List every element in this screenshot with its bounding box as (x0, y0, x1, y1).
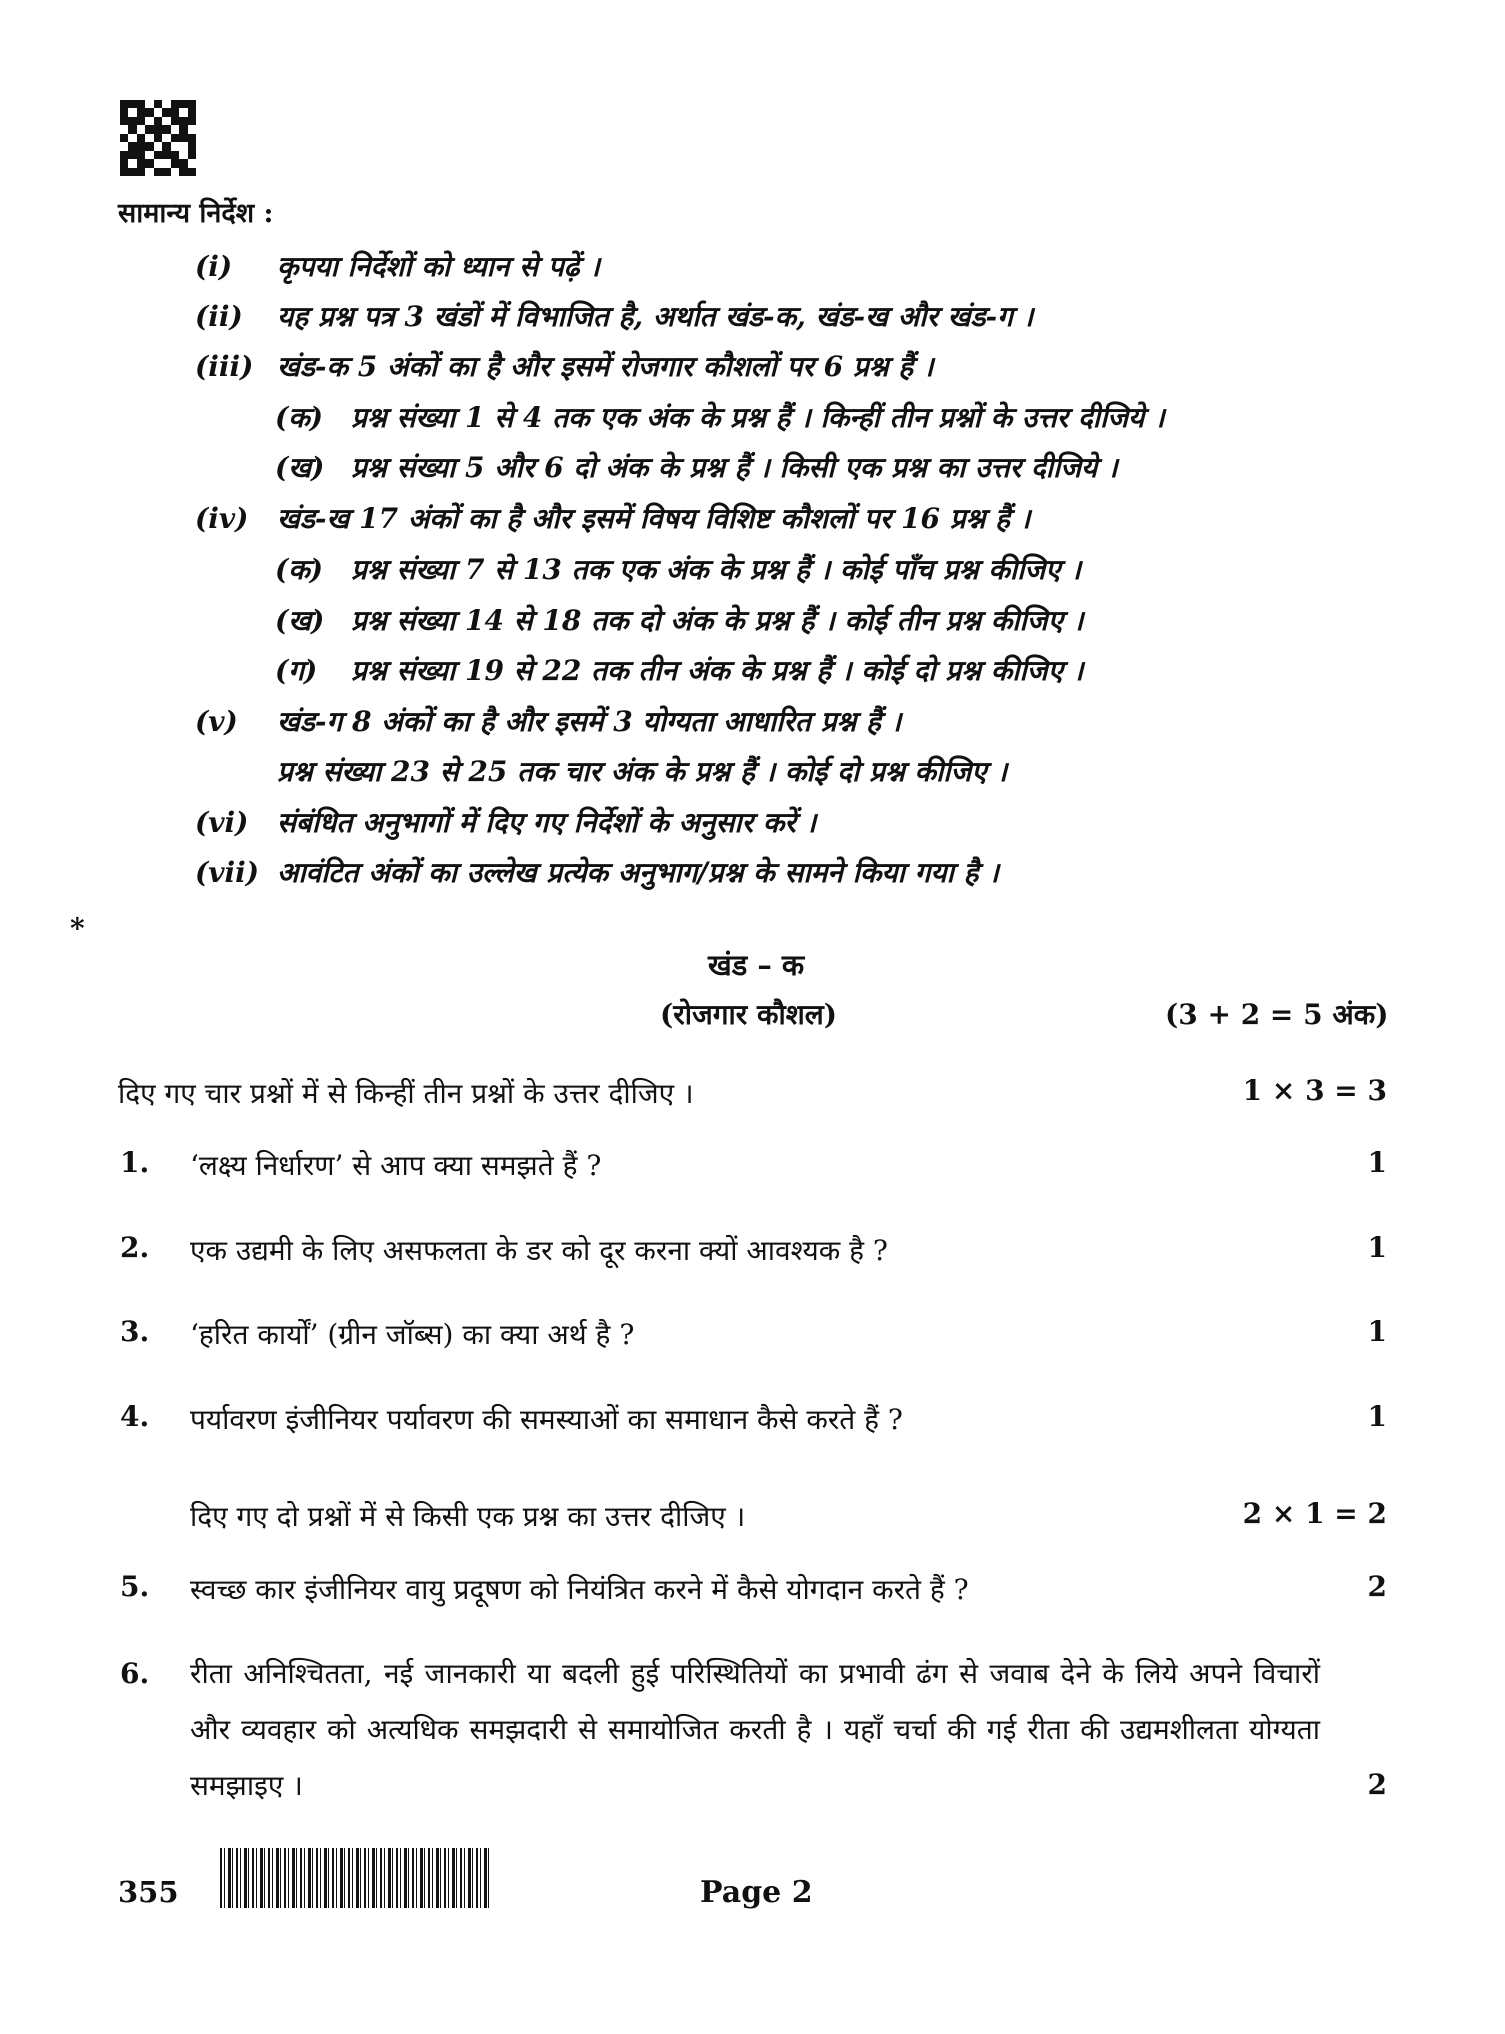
question-number: 6. (120, 1657, 150, 1690)
question-text: स्वच्छ कार इंजीनियर वायु प्रदूषण को नियंत्रित करने में कैसे योगदान करते हैं ? (190, 1573, 969, 1606)
instruction-item: (vi) संबंधित अनुभागों में दिए गए निर्देशों के अनुसार करें । (195, 806, 817, 839)
question-marks: 2 (1367, 1768, 1387, 1801)
instruction-subitem: (क) प्रश्न संख्या 7 से 13 तक एक अंक के प्रश्न हैं । कोई पाँच प्रश्न कीजिए । (275, 553, 1081, 586)
instruction-subitem: (ख) प्रश्न संख्या 5 और 6 दो अंक के प्रश्न हैं । किसी एक प्रश्न का उत्तर दीजिये । (275, 451, 1118, 484)
question-text: ‘लक्ष्य निर्धारण’ से आप क्या समझते हैं ? (190, 1149, 602, 1182)
question-text: ‘हरित कार्यों’ (ग्रीन जॉब्स) का क्या अर्थ है ? (190, 1318, 635, 1351)
question-number: 2. (120, 1231, 150, 1264)
paper-code: 355 (118, 1875, 179, 1909)
instruction-item: (iv) खंड-ख 17 अंकों का है और इसमें विषय विशिष्ट कौशलों पर 16 प्रश्न हैं । (195, 502, 1031, 535)
question-text: एक उद्यमी के लिए असफलता के डर को दूर करना क्यों आवश्यक है ? (190, 1234, 888, 1267)
instruction-choose-three: दिए गए चार प्रश्नों में से किन्हीं तीन प्रश्नों के उत्तर दीजिए । (118, 1077, 694, 1110)
question-marks: 2 (1367, 1570, 1387, 1603)
section-marks: (3 + 2 = 5 अंक) (1165, 998, 1389, 1031)
question-number: 4. (120, 1400, 150, 1433)
instruction-item: (i) कृपया निर्देशों को ध्यान से पढ़ें । (195, 250, 600, 283)
question-number: 5. (120, 1570, 150, 1603)
instruction-subitem: (ख) प्रश्न संख्या 14 से 18 तक दो अंक के प्रश्न हैं । कोई तीन प्रश्न कीजिए । (275, 604, 1084, 637)
section-title: खंड – क (708, 948, 805, 982)
instruction-marks: 1 × 3 = 3 (1242, 1074, 1387, 1107)
question-marks: 1 (1367, 1231, 1387, 1264)
question-text: रीता अनिश्चितता, नई जानकारी या बदली हुई परिस्थितियों का प्रभावी ढंग से जवाब देने के लिये अपने विचारों और व्यवहार को अत्यधिक समझदारी से समायोजित करती है । यहाँ चर्चा की गई रीता की उद्यमशीलता योग्यता समझाइए । (190, 1657, 1320, 1802)
instruction-subitem: (क) प्रश्न संख्या 1 से 4 तक एक अंक के प्रश्न हैं । किन्हीं तीन प्रश्नों के उत्तर दीजिये । (275, 401, 1165, 434)
instruction-item: प्रश्न संख्या 23 से 25 तक चार अंक के प्रश्न हैं । कोई दो प्रश्न कीजिए । (277, 755, 1008, 788)
instruction-item: (vii) आवंटित अंकों का उल्लेख प्रत्येक अनुभाग/प्रश्न के सामने किया गया है । (195, 856, 999, 889)
question-number: 3. (120, 1315, 150, 1348)
instruction-item: (iii) खंड-क 5 अंकों का है और इसमें रोजगार कौशलों पर 6 प्रश्न हैं । (195, 350, 934, 383)
star-mark: * (70, 912, 85, 945)
question-marks: 1 (1367, 1146, 1387, 1179)
question-text: पर्यावरण इंजीनियर पर्यावरण की समस्याओं का समाधान कैसे करते हैं ? (190, 1403, 903, 1436)
section-subtitle: (रोजगार कौशल) (660, 998, 837, 1031)
instruction-marks: 2 × 1 = 2 (1242, 1497, 1387, 1530)
question-marks: 1 (1367, 1315, 1387, 1348)
general-instructions-title: सामान्य निर्देश : (118, 198, 274, 229)
barcode (220, 1848, 492, 1908)
instruction-item: (v) खंड-ग 8 अंकों का है और इसमें 3 योग्यता आधारित प्रश्न हैं । (195, 705, 902, 738)
question-number: 1. (120, 1146, 150, 1179)
instruction-item: (ii) यह प्रश्न पत्र 3 खंडों में विभाजित है, अर्थात खंड-क, खंड-ख और खंड-ग । (195, 300, 1034, 333)
instruction-subitem: (ग) प्रश्न संख्या 19 से 22 तक तीन अंक के प्रश्न हैं । कोई दो प्रश्न कीजिए । (275, 654, 1084, 687)
page-number: Page 2 (700, 1875, 813, 1910)
question-marks: 1 (1367, 1400, 1387, 1433)
instruction-choose-one: दिए गए दो प्रश्नों में से किसी एक प्रश्न का उत्तर दीजिए । (190, 1500, 746, 1533)
qr-code (120, 100, 196, 176)
